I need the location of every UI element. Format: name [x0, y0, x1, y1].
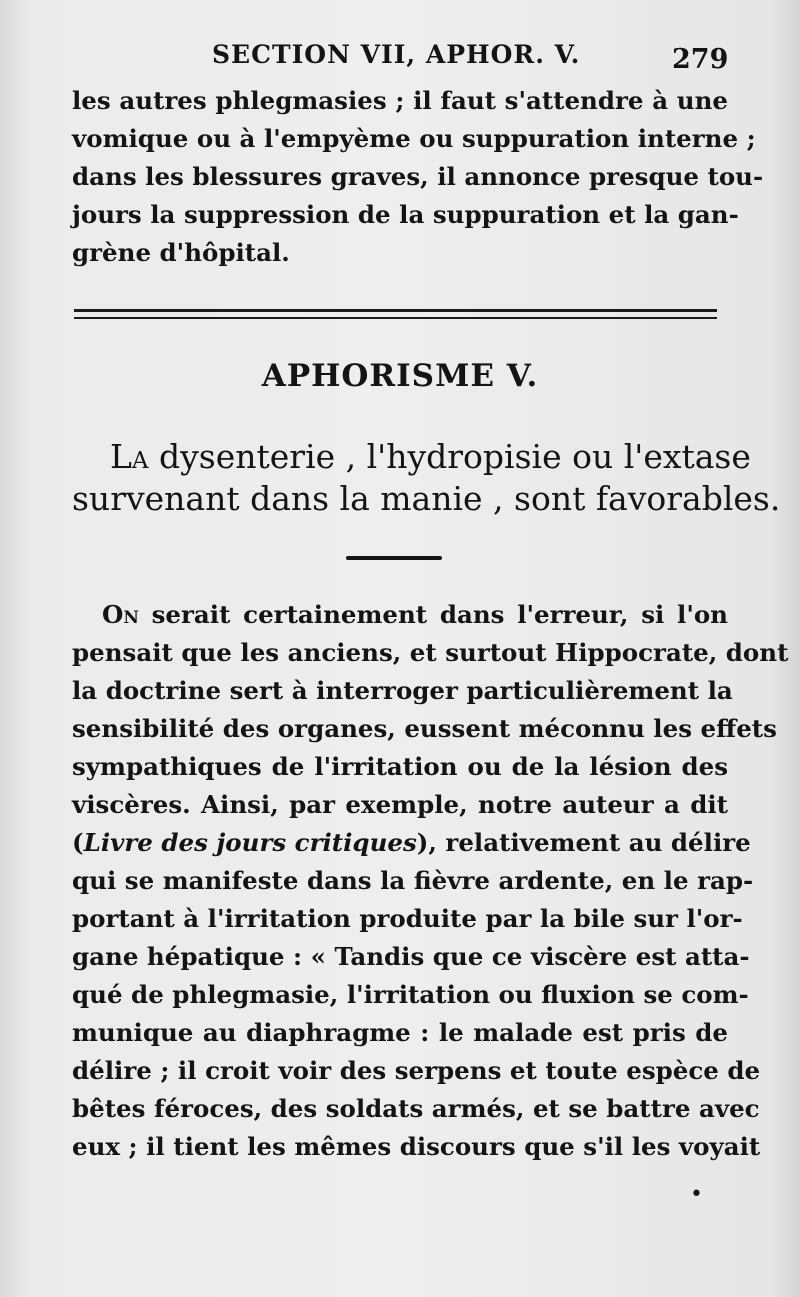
running-head: SECTION VII, APHOR. V. — [212, 40, 581, 69]
citation-open: ( — [72, 828, 84, 857]
text-line: bêtes féroces, des soldats armés, et se battre avec — [72, 1094, 760, 1123]
text-line: dans les blessures graves, il annonce presque tou- — [72, 162, 764, 191]
statement-initial: La — [110, 437, 149, 476]
text-line: vomique ou à l'empyème ou suppuration interne ; — [72, 124, 756, 153]
citation-rest: ), relativement au délire — [416, 828, 751, 857]
aphorism-statement — [72, 436, 781, 520]
text-line: qui se manifeste dans la fièvre ardente, en le rap- — [72, 866, 754, 895]
ink-blot-mark: • — [690, 1182, 703, 1207]
citation-title: Livre des jours critiques — [83, 828, 417, 857]
text-line — [72, 596, 728, 634]
text-line: portant à l'irritation produite par la bile sur l'or- — [72, 904, 743, 933]
text-line — [72, 824, 751, 862]
commentary-paragraph — [72, 596, 789, 1166]
text-line: grène d'hôpital. — [72, 238, 290, 267]
text-line: délire ; il croit voir des serpens et toute espèce de — [72, 1056, 761, 1085]
text-line: la doctrine sert à interroger particulièrement la — [72, 676, 733, 705]
text-line: jours la suppression de la suppuration et la gan- — [72, 200, 739, 229]
aphorism-title: APHORISME V. — [261, 358, 539, 394]
text-line: sensibilité des organes, eussent méconnu les effets — [72, 714, 777, 743]
commentary-initial: On — [102, 600, 139, 629]
statement-line: survenant dans la manie , sont favorables. — [72, 479, 781, 518]
text-line: qué de phlegmasie, l'irritation ou fluxion se com- — [72, 980, 749, 1009]
page-header — [0, 40, 800, 80]
text-line: viscères. Ainsi, par exemple, notre auteur a dit — [72, 790, 728, 819]
text-line: munique au diaphragme : le malade est pris de — [72, 1018, 728, 1047]
text-line: gane hépatique : « Tandis que ce viscère est atta- — [72, 942, 750, 971]
section-divider-rule — [74, 309, 717, 319]
text-line: les autres phlegmasies ; il faut s'attendre à une — [72, 86, 728, 115]
text-line: eux ; il tient les mêmes discours que s'il les voyait — [72, 1132, 761, 1161]
text-line: sympathiques de l'irritation ou de la lésion des — [72, 752, 728, 781]
continuation-paragraph — [72, 82, 764, 272]
commentary-line1-text: serait certainement dans l'erreur, si l'on — [138, 600, 728, 629]
page-number: 279 — [672, 44, 729, 75]
statement-line — [72, 436, 751, 478]
text-line: pensait que les anciens, et surtout Hippocrate, dont — [72, 638, 789, 667]
statement-line1-text: dysenterie , l'hydropisie ou l'extase — [148, 437, 751, 476]
short-divider-rule — [346, 556, 442, 560]
